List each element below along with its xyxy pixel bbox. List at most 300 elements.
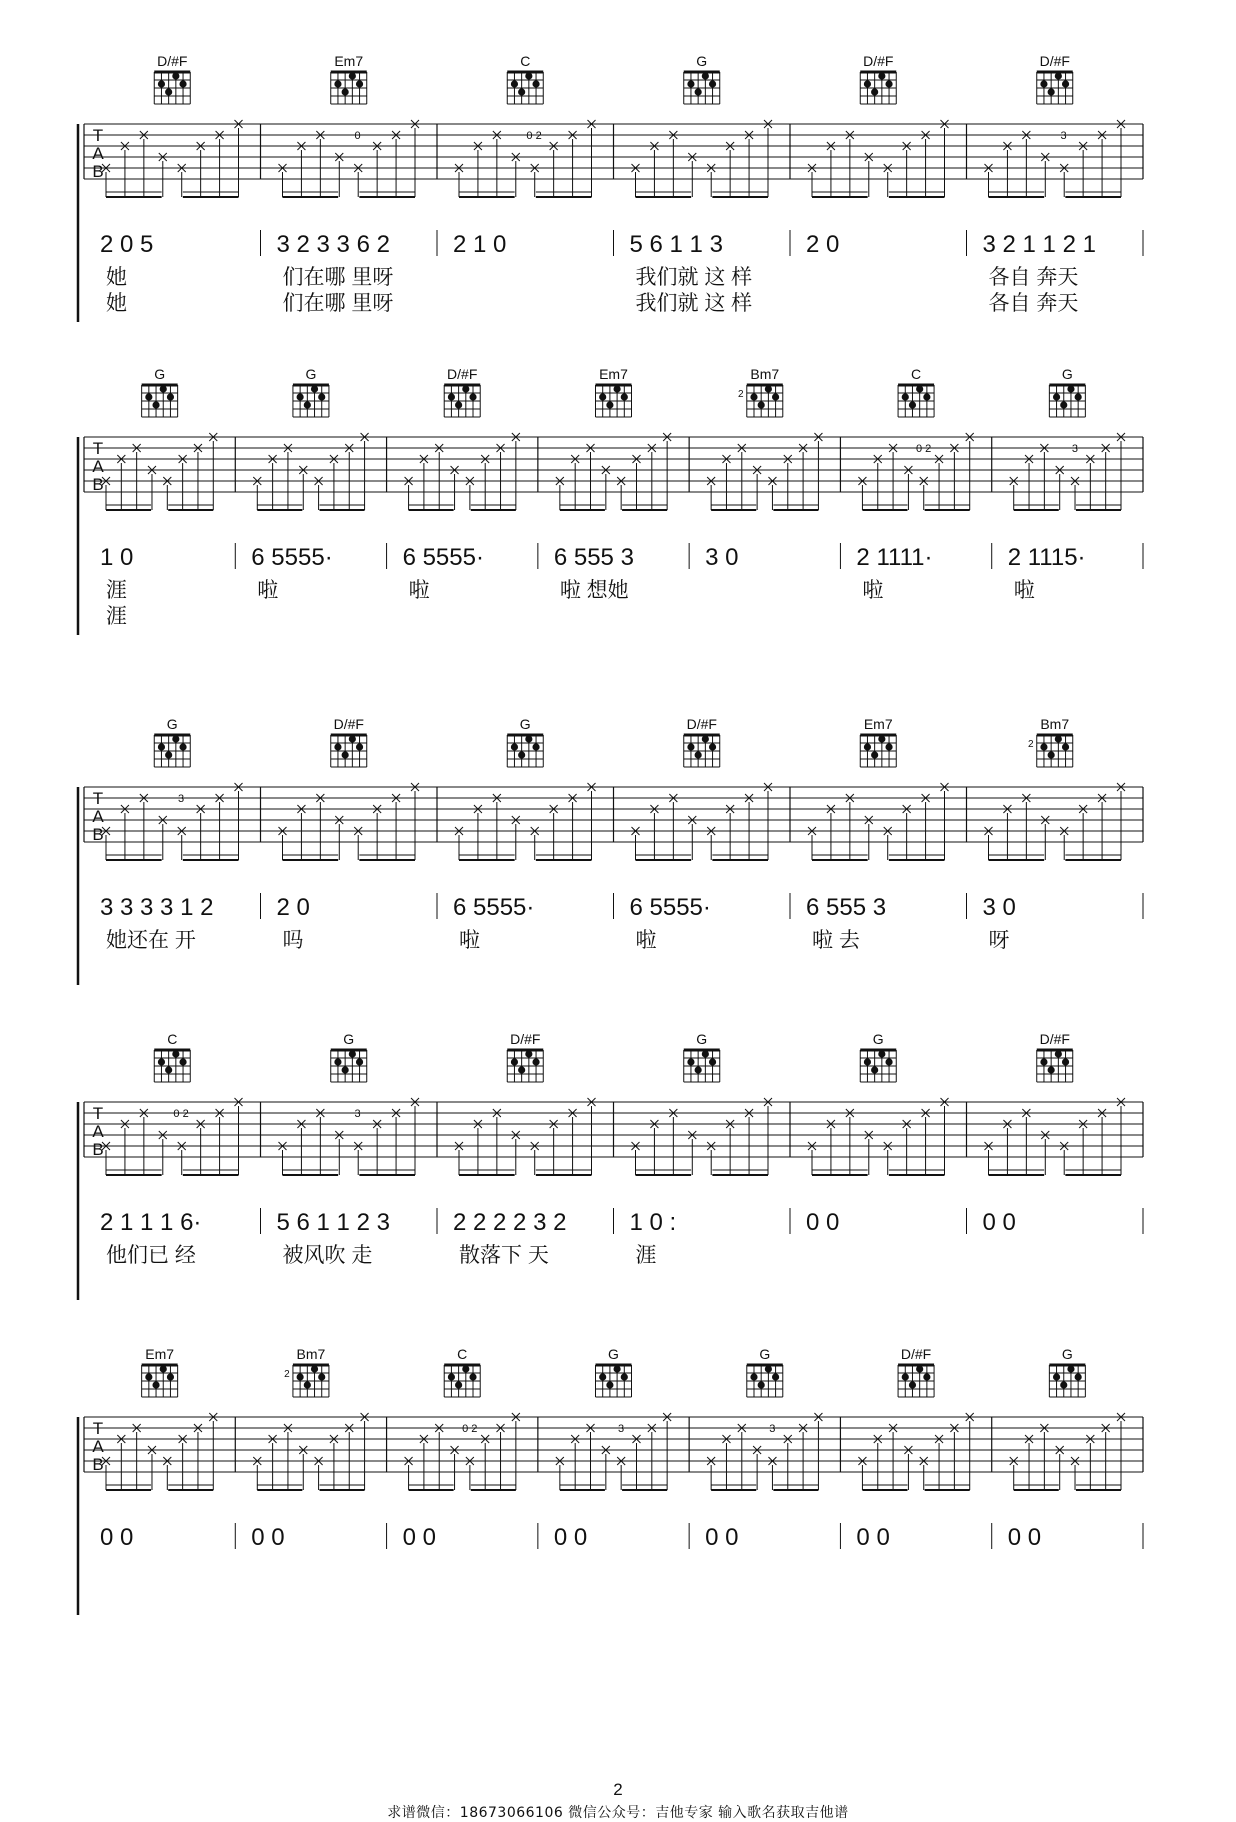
lyric-line: 她 [106, 266, 127, 289]
jianpu-notes: 2 0 [806, 231, 840, 258]
finger-dot [709, 743, 716, 750]
lyric-line: 啦 去 [812, 929, 860, 952]
finger-dot [152, 1381, 159, 1388]
finger-dot [871, 88, 878, 95]
chord-diagram [507, 1031, 543, 1082]
finger-dot [297, 393, 304, 400]
chord-name: Bm7 [1040, 716, 1070, 732]
jianpu-notes: 2 1115· [1007, 544, 1086, 571]
measure [453, 120, 614, 258]
chord-name: D/#F [333, 716, 364, 732]
chord-diagram [154, 1031, 190, 1082]
tab-fret-number: 3 [354, 1108, 361, 1120]
measure [983, 120, 1144, 315]
measure [806, 120, 967, 258]
jianpu-notes: 3 2 1 1 2 1 [982, 231, 1096, 258]
finger-dot [750, 393, 757, 400]
finger-dot [469, 1373, 476, 1380]
finger-dot [179, 1058, 186, 1065]
chord-diagram [444, 1346, 480, 1397]
finger-dot [179, 80, 186, 87]
chord-name: G [608, 1346, 619, 1362]
chord-name: D/#F [510, 1031, 541, 1047]
chord-name: C [911, 366, 922, 382]
finger-dot [165, 88, 172, 95]
chord-diagram [1037, 53, 1073, 104]
finger-dot [765, 385, 772, 392]
tab-clef-letter: A [92, 457, 104, 476]
jianpu-notes: 2 0 [276, 894, 310, 921]
measure [277, 783, 438, 952]
finger-dot [909, 401, 916, 408]
finger-dot [902, 393, 909, 400]
tab-fret-number: 0 2 [462, 1423, 478, 1435]
tab-fret-number: 0 [354, 130, 361, 142]
finger-dot [885, 80, 892, 87]
tab-clef-letter: B [92, 1455, 104, 1474]
finger-dot [145, 1373, 152, 1380]
chord-diagram [293, 366, 329, 417]
lyric-line: 们在哪 里呀 [282, 292, 394, 315]
barre-fret: 2 [284, 1369, 290, 1380]
chord-name: D/#F [900, 1346, 932, 1362]
tab-clef-letter: B [92, 475, 104, 494]
finger-dot [158, 743, 165, 750]
finger-dot [525, 72, 532, 79]
finger-dot [304, 1381, 311, 1388]
finger-dot [772, 393, 779, 400]
lyric-line: 啦 [862, 579, 884, 602]
finger-dot [621, 393, 628, 400]
jianpu-notes: 2 1 0 [453, 231, 507, 258]
finger-dot [342, 751, 349, 758]
tab-clef-letter: A [92, 144, 104, 163]
chord-diagram [331, 716, 367, 767]
system-1 [78, 53, 1143, 322]
finger-dot [334, 1058, 341, 1065]
finger-dot [695, 751, 702, 758]
finger-dot [167, 1373, 174, 1380]
page-footer [0, 1780, 1236, 1821]
jianpu-notes: 0 0 [251, 1524, 285, 1551]
chord-diagram [444, 366, 480, 417]
tab-clef-letter: T [92, 439, 104, 458]
chord-diagram [860, 716, 896, 767]
jianpu-notes: 0 0 [1007, 1524, 1042, 1551]
finger-dot [1062, 743, 1069, 750]
finger-dot [878, 1050, 885, 1057]
chord-diagram [284, 1346, 329, 1397]
chord-diagram [684, 1031, 720, 1082]
system-4 [78, 1031, 1143, 1300]
chord-diagram [154, 53, 190, 104]
chord-name: G [872, 1031, 884, 1047]
chord-diagram [1028, 716, 1073, 767]
barre-fret: 2 [738, 389, 744, 400]
measure [806, 1098, 967, 1236]
finger-dot [167, 393, 174, 400]
chord-diagram [331, 53, 367, 104]
jianpu-notes: 2 1111· [856, 544, 933, 571]
finger-dot [871, 751, 878, 758]
finger-dot [1067, 385, 1074, 392]
finger-dot [1048, 88, 1055, 95]
finger-dot [525, 1050, 532, 1057]
measure [705, 1413, 840, 1551]
jianpu-notes: 3 2 3 3 6 2 [276, 231, 390, 258]
finger-dot [318, 393, 325, 400]
jianpu-notes: 0 0 [705, 1524, 739, 1551]
finger-dot [1040, 1058, 1047, 1065]
chord-name: D/#F [157, 53, 188, 69]
finger-dot [1048, 751, 1055, 758]
finger-dot [1062, 1058, 1069, 1065]
measure [1008, 1413, 1143, 1551]
chord-name: Bm7 [750, 366, 780, 382]
finger-dot [165, 1066, 172, 1073]
measure [806, 783, 967, 952]
finger-dot [606, 1381, 613, 1388]
measure [277, 1098, 438, 1267]
finger-dot [356, 1058, 363, 1065]
finger-dot [455, 1381, 462, 1388]
measure [277, 120, 438, 315]
finger-dot [599, 393, 606, 400]
finger-dot [318, 1373, 325, 1380]
finger-dot [334, 80, 341, 87]
measure [856, 433, 991, 602]
chord-name: Em7 [863, 716, 893, 732]
tab-fret-number: 0 2 [526, 130, 542, 142]
finger-dot [1060, 401, 1067, 408]
jianpu-notes: 5 6 1 1 3 [629, 231, 723, 258]
finger-dot [702, 1050, 709, 1057]
chord-name: G [305, 366, 317, 382]
finger-dot [1055, 735, 1062, 742]
finger-dot [518, 1066, 525, 1073]
barre-fret: 2 [1027, 739, 1034, 750]
finger-dot [687, 80, 694, 87]
chord-diagram [1037, 1031, 1073, 1082]
chord-diagram [1049, 1346, 1085, 1397]
tab-clef-letter: B [92, 162, 104, 181]
jianpu-notes: 3 0 [982, 894, 1016, 921]
measure [630, 783, 791, 952]
chord-diagram [596, 1346, 632, 1397]
chord-name: G [343, 1031, 355, 1047]
lyric-line: 各自 奔天 [988, 266, 1079, 289]
finger-dot [1075, 1373, 1082, 1380]
finger-dot [518, 751, 525, 758]
chord-name: D/#F [863, 53, 894, 69]
tab-clef-letter: T [92, 1104, 104, 1123]
finger-dot [145, 393, 152, 400]
finger-dot [511, 1058, 518, 1065]
chord-name: C [167, 1031, 178, 1047]
footer-note: 求谱微信：18673066106 微信公众号：吉他专家 输入歌名获取吉他谱 [387, 1805, 849, 1821]
finger-dot [878, 72, 885, 79]
tab-fret-number: 3 [1071, 443, 1078, 455]
chord-diagram [860, 1031, 896, 1082]
system-5 [78, 1346, 1143, 1615]
finger-dot [349, 735, 356, 742]
chord-name: G [696, 1031, 708, 1047]
lyric-line: 散落下 天 [459, 1244, 549, 1267]
finger-dot [532, 743, 539, 750]
finger-dot [1062, 80, 1069, 87]
chord-diagram [1049, 366, 1085, 417]
measure [630, 120, 791, 315]
lyric-line: 吗 [282, 929, 304, 952]
finger-dot [916, 385, 923, 392]
finger-dot [750, 1373, 757, 1380]
finger-dot [532, 1058, 539, 1065]
finger-dot [525, 735, 532, 742]
lyric-line: 被风吹 走 [282, 1244, 373, 1267]
measure [403, 433, 538, 602]
finger-dot [1053, 393, 1060, 400]
finger-dot [765, 1365, 772, 1372]
finger-dot [342, 1066, 349, 1073]
finger-dot [172, 735, 179, 742]
measure [554, 433, 689, 602]
system-2 [78, 366, 1143, 635]
finger-dot [902, 1373, 909, 1380]
finger-dot [1060, 1381, 1067, 1388]
chord-name: G [696, 53, 708, 69]
tab-clef-letter: B [92, 825, 104, 844]
finger-dot [1048, 1066, 1055, 1073]
measure [453, 1098, 614, 1267]
finger-dot [909, 1381, 916, 1388]
finger-dot [158, 80, 165, 87]
measure [251, 433, 386, 602]
lyric-line: 他们已 经 [106, 1244, 196, 1267]
finger-dot [916, 1365, 923, 1372]
jianpu-notes: 2 0 5 [100, 231, 154, 258]
measure [630, 1098, 791, 1267]
tab-fret-number: 3 [769, 1423, 776, 1435]
finger-dot [334, 743, 341, 750]
chord-name: Em7 [599, 366, 628, 382]
finger-dot [158, 1058, 165, 1065]
tab-clef-letter: T [92, 126, 104, 145]
finger-dot [878, 735, 885, 742]
chord-diagram [898, 366, 934, 417]
chord-name: G [759, 1346, 771, 1362]
chord-diagram [142, 1346, 178, 1397]
tab-fret-number: 0 2 [915, 443, 932, 455]
finger-dot [518, 88, 525, 95]
measure [100, 1098, 261, 1267]
measure [100, 120, 261, 315]
finger-dot [599, 1373, 606, 1380]
finger-dot [160, 385, 167, 392]
measure [251, 1413, 386, 1551]
finger-dot [179, 743, 186, 750]
finger-dot [871, 1066, 878, 1073]
jianpu-notes: 2 2 2 2 3 2 [453, 1209, 567, 1236]
jianpu-notes: 6 555 3 [806, 894, 887, 921]
finger-dot [1040, 743, 1047, 750]
lyric-line: 她还在 开 [106, 929, 196, 952]
finger-dot [462, 385, 469, 392]
measure [554, 1413, 689, 1551]
page-number: 2 [613, 1780, 623, 1799]
finger-dot [687, 743, 694, 750]
tab-fret-number: 3 [618, 1423, 625, 1435]
finger-dot [448, 1373, 455, 1380]
finger-dot [462, 1365, 469, 1372]
chord-name: Em7 [145, 1346, 175, 1362]
tab-fret-number: 0 2 [173, 1108, 189, 1120]
chord-diagram [507, 53, 543, 104]
finger-dot [172, 72, 179, 79]
finger-dot [311, 1365, 318, 1372]
finger-dot [923, 1373, 930, 1380]
finger-dot [702, 735, 709, 742]
chord-diagram [738, 366, 783, 417]
finger-dot [695, 88, 702, 95]
chord-name: C [457, 1346, 468, 1362]
jianpu-notes: 0 0 [100, 1524, 134, 1551]
finger-dot [606, 401, 613, 408]
lyric-line: 涯 [106, 579, 127, 602]
system-3 [78, 716, 1143, 985]
chord-diagram [684, 716, 720, 767]
finger-dot [885, 743, 892, 750]
jianpu-notes: 3 3 3 3 1 2 [100, 894, 214, 921]
finger-dot [1055, 1050, 1062, 1057]
finger-dot [695, 1066, 702, 1073]
tab-fret-number: 3 [1060, 130, 1067, 142]
chord-diagram [860, 53, 896, 104]
finger-dot [614, 1365, 621, 1372]
jianpu-notes: 6 5555· [402, 544, 484, 571]
lyric-line: 们在哪 里呀 [282, 266, 394, 289]
lyric-line: 啦 [459, 929, 480, 952]
jianpu-notes: 2 1 1 1 6· [100, 1209, 202, 1236]
lyric-line: 啦 [257, 579, 279, 602]
tab-clef-letter: A [92, 807, 104, 826]
lyric-line: 各自 奔天 [988, 292, 1079, 315]
chord-diagram [747, 1346, 783, 1397]
lyric-line: 啦 [635, 929, 657, 952]
finger-dot [311, 385, 318, 392]
jianpu-notes: 3 0 [705, 544, 739, 571]
measure [100, 783, 261, 952]
finger-dot [772, 1373, 779, 1380]
chord-diagram [507, 716, 543, 767]
finger-dot [614, 385, 621, 392]
tab-clef-letter: T [92, 789, 104, 808]
finger-dot [152, 401, 159, 408]
finger-dot [687, 1058, 694, 1065]
finger-dot [621, 1373, 628, 1380]
lyric-line: 她 [106, 292, 127, 315]
lyric-line: 啦 想她 [559, 579, 629, 602]
jianpu-notes: 0 0 [553, 1524, 588, 1551]
finger-dot [864, 80, 871, 87]
chord-name: D/#F [1039, 53, 1070, 69]
jianpu-notes: 0 0 [402, 1524, 436, 1551]
lyric-line: 啦 [1013, 579, 1035, 602]
finger-dot [1075, 393, 1082, 400]
chord-name: Bm7 [296, 1346, 326, 1362]
chord-diagram [154, 716, 190, 767]
finger-dot [356, 80, 363, 87]
lyric-line: 啦 [408, 579, 430, 602]
chord-diagram [596, 366, 632, 417]
finger-dot [349, 72, 356, 79]
finger-dot [160, 1365, 167, 1372]
finger-dot [532, 80, 539, 87]
measure [983, 783, 1144, 952]
measure [100, 1413, 235, 1551]
chord-name: G [519, 716, 531, 732]
chord-name: G [154, 366, 166, 382]
chord-name: Em7 [334, 53, 364, 69]
finger-dot [709, 1058, 716, 1065]
tab-clef-letter: T [92, 1419, 104, 1438]
measure [403, 1413, 538, 1551]
finger-dot [885, 1058, 892, 1065]
lyric-line: 涯 [635, 1244, 657, 1267]
jianpu-notes: 0 0 [806, 1209, 840, 1236]
tab-fret-number: 3 [178, 793, 185, 805]
finger-dot [864, 743, 871, 750]
finger-dot [758, 401, 765, 408]
finger-dot [923, 393, 930, 400]
chord-diagram [331, 1031, 367, 1082]
chord-name: G [1061, 366, 1073, 382]
finger-dot [172, 1050, 179, 1057]
jianpu-notes: 5 6 1 1 2 3 [276, 1209, 390, 1236]
measure [705, 433, 840, 571]
finger-dot [702, 72, 709, 79]
lyric-line: 呀 [988, 929, 1010, 952]
chord-name: D/#F [686, 716, 717, 732]
measure [1008, 433, 1143, 602]
finger-dot [758, 1381, 765, 1388]
jianpu-notes: 0 0 [982, 1209, 1016, 1236]
tab-clef-letter: B [92, 1140, 104, 1159]
chord-diagram [142, 366, 178, 417]
finger-dot [1053, 1373, 1060, 1380]
lyric-line: 我们就 这 样 [635, 266, 753, 289]
lyric-line: 我们就 这 样 [635, 292, 753, 315]
chord-name: G [1061, 1346, 1073, 1362]
finger-dot [1055, 72, 1062, 79]
chord-name: D/#F [447, 366, 478, 382]
chord-name: C [520, 53, 531, 69]
finger-dot [469, 393, 476, 400]
finger-dot [349, 1050, 356, 1057]
finger-dot [1040, 80, 1047, 87]
finger-dot [1067, 1365, 1074, 1372]
jianpu-notes: 1 0 : [629, 1209, 677, 1236]
finger-dot [511, 80, 518, 87]
lyric-line: 涯 [106, 605, 127, 628]
finger-dot [709, 80, 716, 87]
finger-dot [455, 401, 462, 408]
finger-dot [165, 751, 172, 758]
finger-dot [342, 88, 349, 95]
jianpu-notes: 6 5555· [251, 544, 333, 571]
measure [856, 1413, 991, 1551]
chord-name: G [166, 716, 178, 732]
jianpu-notes: 1 0 [100, 544, 134, 571]
